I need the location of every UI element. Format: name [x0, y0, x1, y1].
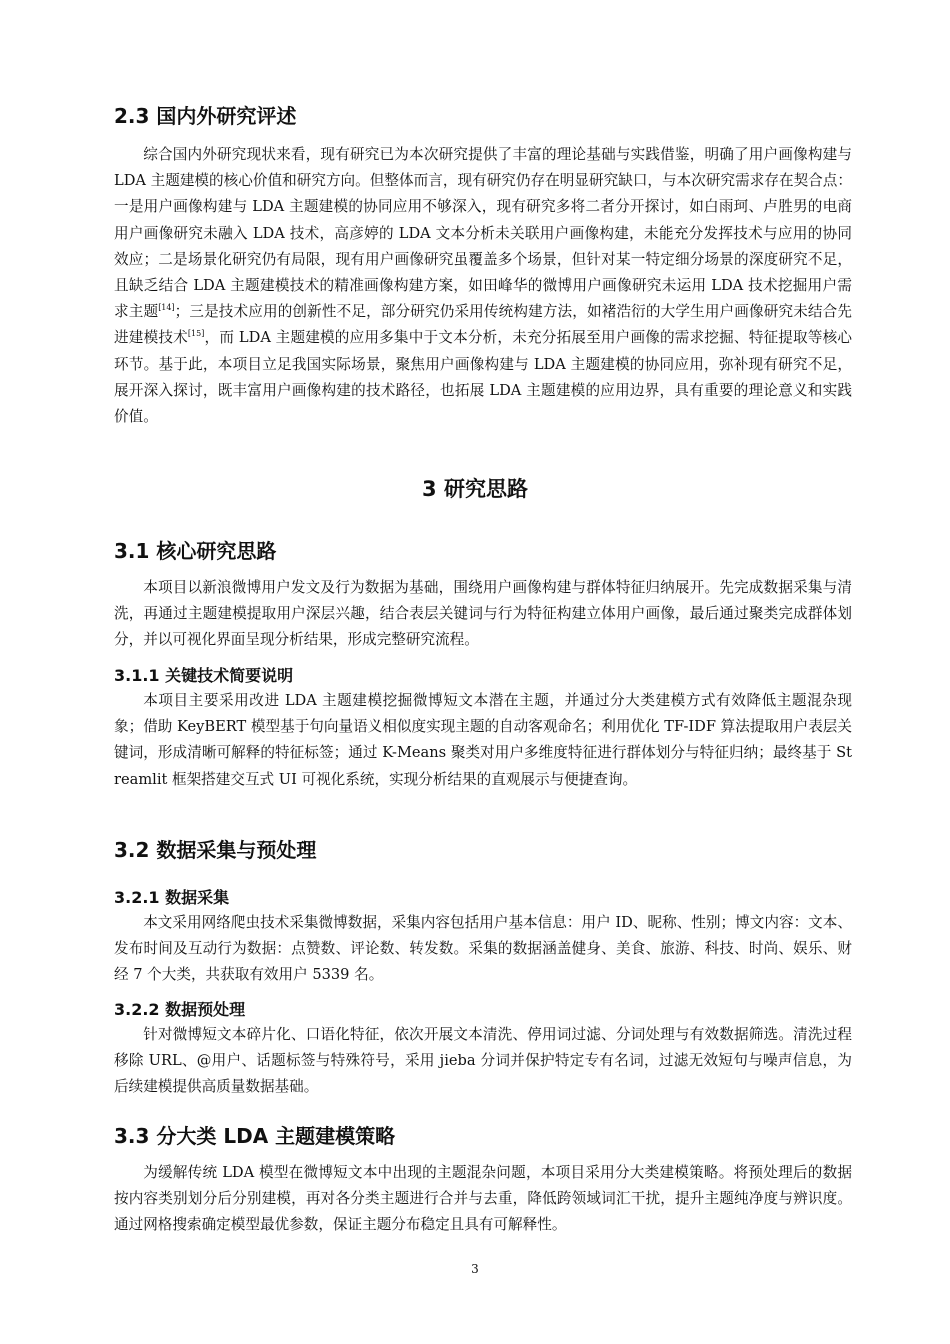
paragraph-3-3: 为缓解传统 LDA 模型在微博短文本中出现的主题混杂问题，本项目采用分大类建模策略。将预处理后的数据按内容类别划分后分别建模，再对各分类主题进行合并与去重，降低跨领域词汇干扰，提升主题纯净度与辨识度。通过网格搜索确定模型最优参数，保证主题分布稳定且具有可解释性。 [114, 1164, 852, 1234]
paragraph-3-1: 本项目以新浪微博用户发文及行为数据为基础，围绕用户画像构建与群体特征归纳展开。先完成数据采集与清洗，再通过主题建模提取用户深层兴趣，结合表层关键词与行为特征构建立体用户画像，最后通过聚类完成群体划分，并以可视化界面呈现分析结果，形成完整研究流程。 [114, 579, 852, 649]
section-heading-3-3: 3.3 分大类 LDA 主题建模策略 [114, 1124, 396, 1148]
citation-15: [15] [187, 329, 205, 339]
section-heading-3-2: 3.2 数据采集与预处理 [114, 838, 317, 862]
section-heading-2-3: 2.3 国内外研究评述 [114, 104, 297, 128]
subsection-heading-3-2-1: 3.2.1 数据采集 [114, 888, 230, 907]
paragraph-3-1-1: 本项目主要采用改进 LDA 主题建模挖掘微博短文本潜在主题，并通过分大类建模方式有效降低主题混杂现象；借助 KeyBERT 模型基于句向量语义相似度实现主题的自动客观命名；利用优化 TF-IDF 算法提取用户表层关键词，形成清晰可解释的特征标签；通过 K-Means 聚类对用户多维度特征进行群体划分与特征归纳；最终基于 Streamlit 框架搭建交互式 UI 可视化系统，实现分析结果的直观展示与便捷查询。 [114, 692, 852, 788]
page-number: 3 [471, 1262, 479, 1276]
subsection-heading-3-1-1: 3.1.1 关键技术简要说明 [114, 666, 294, 685]
citation-14: [14] [158, 303, 175, 313]
chapter-heading-3: 3 研究思路 [422, 477, 528, 501]
paragraph-3-2-1: 本文采用网络爬虫技术采集微博数据，采集内容包括用户基本信息：用户 ID、昵称、性别；博文内容：文本、发布时间及互动行为数据：点赞数、评论数、转发数。采集的数据涵盖健身、美食、旅游、科技、时尚、娱乐、财经 7 个大类，共获取有效用户 5339 名。 [114, 914, 852, 984]
paragraph-2-3 [114, 142, 852, 430]
paragraph-2-3-part3: ，而 LDA 主题建模的应用多集中于文本分析，未充分拓展至用户画像的需求挖掘、特征提取等核心环节。基于此，本项目立足我国实际场景，聚焦用户画像构建与 LDA 主题建模的协同应用，弥补现有研究不足，展开深入探讨，既丰富用户画像构建的技术路径，也拓展 LDA 主题建模的应用边界，具有重要的理论意义和实践价值。 [114, 329, 852, 426]
section-heading-3-1: 3.1 核心研究思路 [114, 539, 277, 563]
paragraph-2-3-part2: ；三是技术应用的创新性不足，部分研究仍采用传统构建方法，如褚浩衍的大学生用户画像研究未结合先进建模技术 [114, 303, 852, 347]
paragraph-3-2-2: 针对微博短文本碎片化、口语化特征，依次开展文本清洗、停用词过滤、分词处理与有效数据筛选。清洗过程移除 URL、@用户、话题标签与特殊符号，采用 jieba 分词并保护特定专有名词，过滤无效短句与噪声信息，为后续建模提供高质量数据基础。 [114, 1026, 852, 1096]
subsection-heading-3-2-2: 3.2.2 数据预处理 [114, 1000, 246, 1019]
paragraph-2-3-part1: 综合国内外研究现状来看，现有研究已为本次研究提供了丰富的理论基础与实践借鉴，明确了用户画像构建与 LDA 主题建模的核心价值和研究方向。但整体而言，现有研究仍存在明显研究缺口，与本次研究需求存在契合点：一是用户画像构建与 LDA 主题建模的协同应用不够深入，现有研究多将二者分开探讨，如白雨珂、卢胜男的电商用户画像研究未融入 LDA 技术，高彦婷的 LDA 文本分析未关联用户画像构建，未能充分发挥技术与应用的协同效应；二是场景化研究仍有局限，现有用户画像研究虽覆盖多个场景，但针对某一特定细分场景的深度研究不足，且缺乏结合 LDA 主题建模技术的精准画像构建方案，如田峰华的微博用户画像研究未运用 LDA 技术挖掘用户需求主题 [114, 146, 852, 321]
